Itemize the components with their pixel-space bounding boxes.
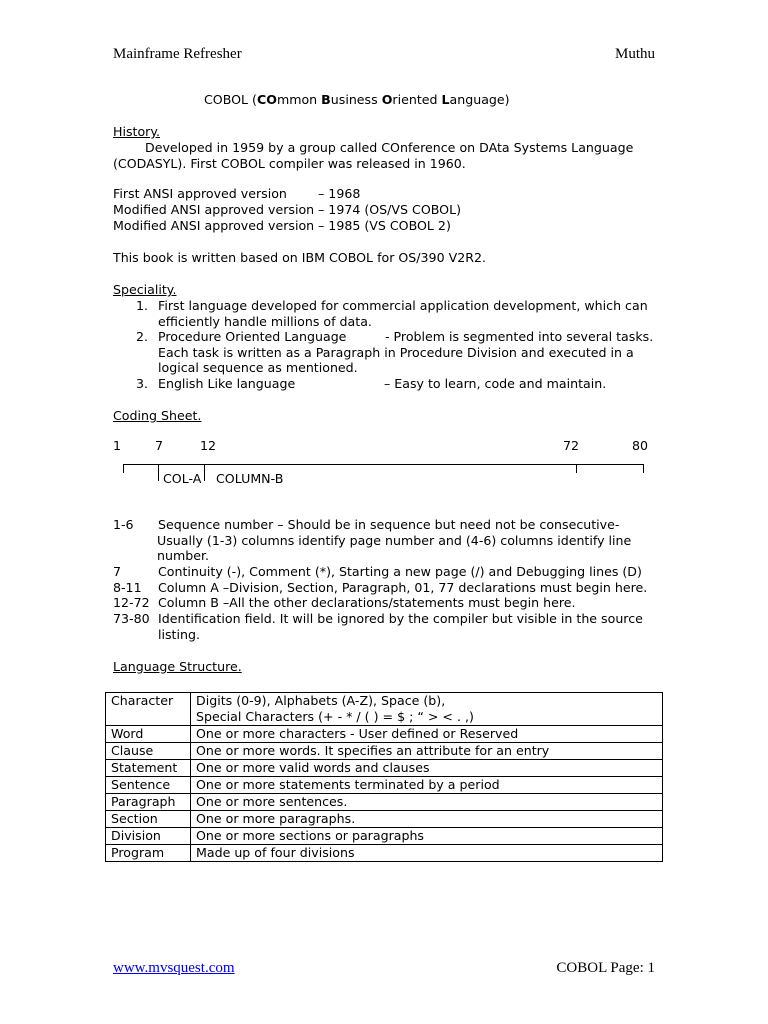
table-cell-term: Statement <box>106 760 191 777</box>
version-label: Modified ANSI approved version <box>113 202 315 217</box>
table-row <box>106 693 663 726</box>
column-range: 7 <box>113 564 122 579</box>
footer-page-number: COBOL Page: 1 <box>556 960 655 976</box>
list-item: English Like language <box>158 376 296 391</box>
column-desc: Continuity (-), Comment (*), Starting a new page (/) and Debugging lines (D) <box>158 564 642 579</box>
table-cell-desc: One or more words. It specifies an attribute for an entry <box>191 743 663 760</box>
table-cell-desc <box>191 693 663 726</box>
table-row <box>106 743 663 760</box>
list-item: First language developed for commercial application development, which can <box>158 298 648 313</box>
column-range: 73-80 <box>113 611 150 626</box>
header-right: Muthu <box>614 46 655 62</box>
table-row <box>106 811 663 828</box>
list-item-number: 1. <box>136 298 149 313</box>
language-structure-heading: Language Structure. <box>113 659 242 674</box>
list-item: Each task is written as a Paragraph in Procedure Division and executed in a <box>158 345 634 360</box>
table-cell-desc: One or more characters - User defined or Reserved <box>191 726 663 743</box>
history-text: Developed in 1959 by a group called COnference on DAta Systems Language <box>145 140 634 155</box>
table-cell-term: Clause <box>106 743 191 760</box>
table-cell-term: Character <box>106 693 191 726</box>
version-value: – 1974 (OS/VS COBOL) <box>318 202 461 217</box>
table-cell-desc: One or more sentences. <box>191 794 663 811</box>
table-row <box>106 828 663 845</box>
history-heading: History. <box>113 124 161 139</box>
version-label: First ANSI approved version <box>113 186 287 201</box>
ruler-tick <box>643 464 644 473</box>
table-cell-term: Section <box>106 811 191 828</box>
column-number: 1 <box>113 438 122 453</box>
column-desc: Column B –All the other declarations/statements must begin here. <box>158 595 576 610</box>
list-item: Procedure Oriented Language <box>158 329 347 344</box>
table-cell-desc: One or more sections or paragraphs <box>191 828 663 845</box>
history-text: (CODASYL). First COBOL compiler was released in 1960. <box>113 156 466 171</box>
version-label: Modified ANSI approved version <box>113 218 315 233</box>
table-cell-term: Paragraph <box>106 794 191 811</box>
column-number: 80 <box>632 438 649 453</box>
list-item-number: 2. <box>136 329 149 344</box>
column-range: 8-11 <box>113 580 142 595</box>
desc-line: Special Characters (+ - * / ( ) = $ ; “ > < . ,) <box>196 709 474 724</box>
table-cell-desc: One or more statements terminated by a period <box>191 777 663 794</box>
column-desc: number. <box>157 548 209 563</box>
list-item: - Problem is segmented into several tasks. <box>385 329 654 344</box>
language-structure-table <box>105 692 663 862</box>
list-item: – Easy to learn, code and maintain. <box>384 376 607 391</box>
table-cell-desc: Made up of four divisions <box>191 845 663 862</box>
table-row <box>106 845 663 862</box>
coding-sheet-heading: Coding Sheet. <box>113 408 202 423</box>
column-desc: Column A –Division, Section, Paragraph, 01, 77 declarations must begin here. <box>158 580 648 595</box>
book-note: This book is written based on IBM COBOL for OS/390 V2R2. <box>113 250 486 265</box>
table-row <box>106 777 663 794</box>
list-item: logical sequence as mentioned. <box>158 360 358 375</box>
ruler-tick <box>123 464 124 473</box>
desc-line: Digits (0-9), Alphabets (A-Z), Space (b), <box>196 693 446 708</box>
column-number: 72 <box>563 438 580 453</box>
col-a-label: COL-A <box>163 471 202 486</box>
table-cell-desc: One or more paragraphs. <box>191 811 663 828</box>
table-row <box>106 726 663 743</box>
footer-link[interactable]: www.mvsquest.com <box>113 960 235 976</box>
table-cell-term: Sentence <box>106 777 191 794</box>
column-range: 1-6 <box>113 517 134 532</box>
table-cell-term: Program <box>106 845 191 862</box>
column-desc: Identification field. It will be ignored by the compiler but visible in the source <box>158 611 643 626</box>
table-row <box>106 794 663 811</box>
column-number: 7 <box>155 438 164 453</box>
table-cell-desc: One or more valid words and clauses <box>191 760 663 777</box>
list-item: efficiently handle millions of data. <box>158 314 372 329</box>
column-range: 12-72 <box>113 595 150 610</box>
col-b-label: COLUMN-B <box>216 471 284 486</box>
table-cell-term: Division <box>106 828 191 845</box>
list-item-number: 3. <box>136 376 149 391</box>
column-desc: listing. <box>158 627 200 642</box>
column-desc: Sequence number – Should be in sequence but need not be consecutive- <box>158 517 620 532</box>
ruler-tick <box>204 464 205 481</box>
page-title: COBOL (COmmon Business Oriented Language) <box>204 92 510 107</box>
ruler-tick <box>576 464 577 473</box>
version-value: – 1985 (VS COBOL 2) <box>318 218 451 233</box>
speciality-heading: Speciality. <box>113 282 177 297</box>
version-value: – 1968 <box>318 186 361 201</box>
header-left: Mainframe Refresher <box>113 46 242 62</box>
column-desc: Usually (1-3) columns identify page number and (4-6) columns identify line <box>157 533 632 548</box>
table-cell-term: Word <box>106 726 191 743</box>
ruler-tick <box>158 464 159 481</box>
column-number: 12 <box>200 438 217 453</box>
ruler-line <box>123 464 644 465</box>
table-row <box>106 760 663 777</box>
